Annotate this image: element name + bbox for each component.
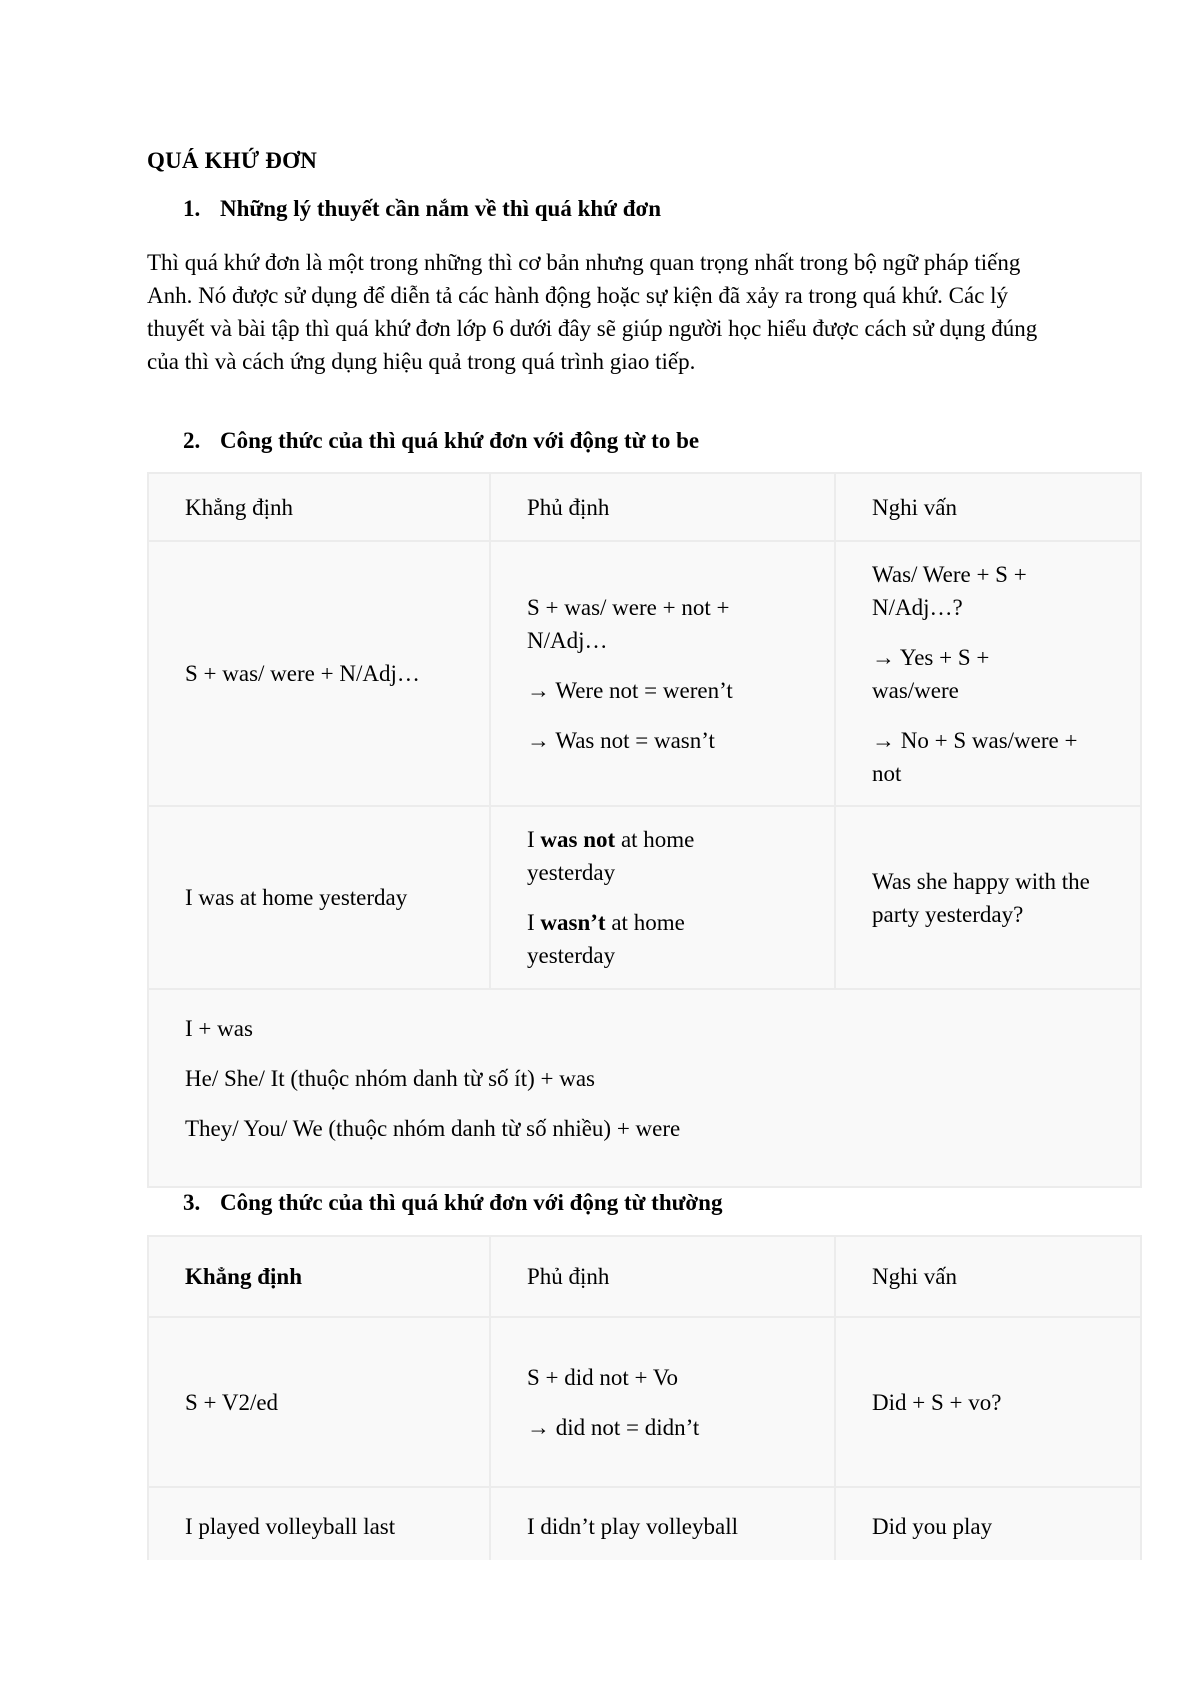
section-number: 1. xyxy=(183,196,201,221)
table-header-row xyxy=(148,1236,1141,1317)
header-negative: Phủ định xyxy=(490,1236,835,1317)
note-line: I + was xyxy=(185,1016,253,1041)
example-question xyxy=(835,806,1141,989)
formula-negative-line: → did not = didn’t xyxy=(527,1414,700,1440)
header-question: Nghi vấn xyxy=(835,473,1141,541)
notes-cell xyxy=(148,989,1141,1187)
formula-negative-cell xyxy=(490,541,835,806)
example-negative-cell xyxy=(490,806,835,989)
table-row-notes xyxy=(148,989,1141,1187)
regular-verb-table xyxy=(147,1235,1142,1588)
example-text: I xyxy=(527,910,541,935)
note-line: He/ She/ It (thuộc nhóm danh từ số ít) + was xyxy=(185,1066,595,1091)
section-number: 2. xyxy=(183,428,201,453)
formula-negative-line: → Were not = weren’t xyxy=(527,677,733,703)
formula-affirmative: S + V2/ed xyxy=(148,1317,490,1487)
section-number: 3. xyxy=(183,1190,201,1215)
table-row-example xyxy=(148,806,1141,989)
header-affirmative: Khẳng định xyxy=(148,473,490,541)
formula-negative-line: S + was/ were + not + N/Adj… xyxy=(527,594,730,653)
document-title: QUÁ KHỨ ĐƠN xyxy=(147,148,318,173)
section-heading-1 xyxy=(183,196,661,222)
to-be-table xyxy=(147,472,1142,1188)
formula-negative-line: S + did not + Vo xyxy=(527,1364,678,1390)
page-bottom-margin xyxy=(140,1560,1150,1696)
example-text: I xyxy=(527,827,541,852)
section-heading-3 xyxy=(183,1190,722,1216)
table-row-formula xyxy=(148,541,1141,806)
example-negative-line xyxy=(527,906,732,972)
table-row-formula xyxy=(148,1317,1141,1487)
formula-question-line: → No + S was/were + not xyxy=(872,727,1078,786)
example-negative-line xyxy=(527,823,732,889)
formula-affirmative: S + was/ were + N/Adj… xyxy=(148,541,490,806)
section-heading-text: Những lý thuyết cần nắm về thì quá khứ đơn xyxy=(220,196,662,221)
header-affirmative: Khẳng định xyxy=(148,1236,490,1317)
note-line: They/ You/ We (thuộc nhóm danh từ số nhiều) + were xyxy=(185,1116,681,1141)
header-question: Nghi vấn xyxy=(835,1236,1141,1317)
formula-question-cell xyxy=(835,541,1141,806)
table-header-row xyxy=(148,473,1141,541)
example-negative: I didn’t play volleyball xyxy=(490,1487,835,1587)
section-heading-text: Công thức của thì quá khứ đơn với động từ thường xyxy=(220,1190,723,1215)
example-bold-text: was not xyxy=(540,827,616,852)
header-negative: Phủ định xyxy=(490,473,835,541)
example-question: Did you play xyxy=(835,1487,1141,1587)
example-affirmative: I played volleyball last xyxy=(148,1487,490,1587)
formula-negative-cell xyxy=(490,1317,835,1487)
example-text: at home yesterday xyxy=(527,827,695,885)
section-heading-2 xyxy=(183,428,699,454)
formula-question-line: Was/ Were + S + N/Adj…? xyxy=(872,561,1027,620)
example-text: at home yesterday xyxy=(527,910,685,968)
example-bold-text: wasn’t xyxy=(540,910,606,935)
formula-negative-line: → Was not = wasn’t xyxy=(527,727,715,753)
intro-paragraph: Thì quá khứ đơn là một trong những thì cơ bản nhưng quan trọng nhất trong bộ ngữ pháp tiếng Anh. Nó được sử dụng để diễn tả các hành động hoặc sự kiện đã xảy ra trong quá khứ. Các lý thuyết và bài tập thì quá khứ đơn lớp 6 dưới đây sẽ giúp người học hiểu được cách sử dụng đúng của thì và cách ứng dụng hiệu quả trong quá trình giao tiếp. xyxy=(147,250,1038,374)
formula-question: Did + S + vo? xyxy=(835,1317,1141,1487)
example-affirmative: I was at home yesterday xyxy=(148,806,490,989)
section-heading-text: Công thức của thì quá khứ đơn với động từ to be xyxy=(220,428,700,453)
example-question-text: Was she happy with the party yesterday? xyxy=(872,868,1090,927)
formula-question-line: → Yes + S + was/were xyxy=(872,644,990,703)
